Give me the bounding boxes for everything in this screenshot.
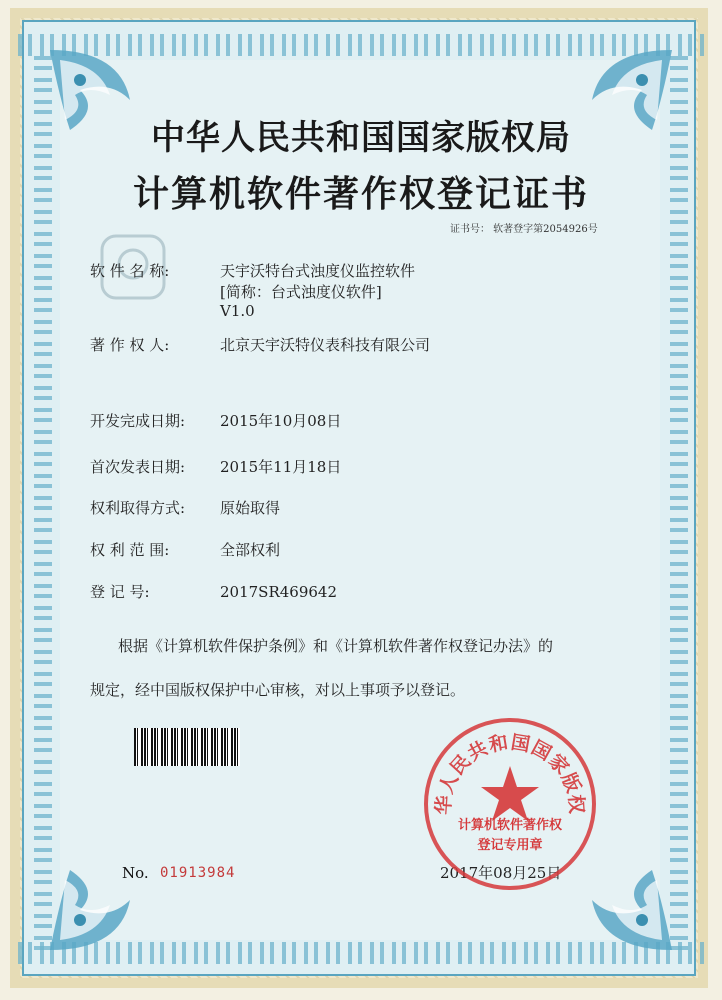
software-version: V1.0 <box>220 302 255 320</box>
field-value: 全部权利 <box>220 541 281 559</box>
field-value: 天宇沃特台式浊度仪监控软件 <box>220 262 416 280</box>
field-rights-scope <box>90 539 280 560</box>
field-label: 登 记 号: <box>90 583 150 601</box>
certificate-title: 计算机软件著作权登记证书 <box>132 173 589 215</box>
issuer-title: 中华人民共和国国家版权局 <box>151 118 571 158</box>
body-text-line-1: 根据《计算机软件保护条例》和《计算机软件著作权登记办法》的 <box>118 637 554 655</box>
body-text-line-2: 规定，经中国版权保护中心审核，对以上事项予以登记。 <box>90 681 466 699</box>
issue-date: 2017年08月25日 <box>440 864 562 882</box>
field-value: 2017SR469642 <box>220 583 338 601</box>
field-label: 开发完成日期: <box>90 412 186 430</box>
field-value: 北京天宇沃特仪表科技有限公司 <box>220 336 431 354</box>
serial-number: 01913984 <box>160 865 236 881</box>
corner-ornament-bottom-left <box>40 810 190 960</box>
field-label: 权 利 范 围: <box>90 541 170 559</box>
field-first-publish-date <box>90 456 341 477</box>
field-label: 权利取得方式: <box>90 499 186 517</box>
field-value: 2015年11月18日 <box>220 458 342 476</box>
seal-icon <box>420 714 600 894</box>
serial-label: No. <box>122 864 149 882</box>
certificate-number: 证书号： 软著登字第2054926号 <box>450 224 598 235</box>
seal-text-line-1: 计算机软件著作权 <box>457 818 562 833</box>
seal-ring-text: 华人民共和国国家版权 <box>432 731 588 816</box>
software-short-name: [简称：台式浊度仪软件] <box>220 283 382 301</box>
field-label: 首次发表日期: <box>90 458 186 476</box>
field-registration-number <box>90 581 337 602</box>
barcode-icon <box>134 728 240 766</box>
field-copyright-owner <box>90 334 430 355</box>
field-acquisition-method <box>90 497 280 518</box>
official-seal <box>420 714 600 894</box>
field-label: 软 件 名 称: <box>90 262 170 280</box>
field-value: 原始取得 <box>220 499 281 517</box>
field-software-name <box>90 260 415 281</box>
seal-text-line-2: 登记专用章 <box>477 838 543 853</box>
field-dev-complete-date <box>90 410 341 431</box>
field-label: 著 作 权 人: <box>90 336 170 354</box>
field-value: 2015年10月08日 <box>220 412 342 430</box>
